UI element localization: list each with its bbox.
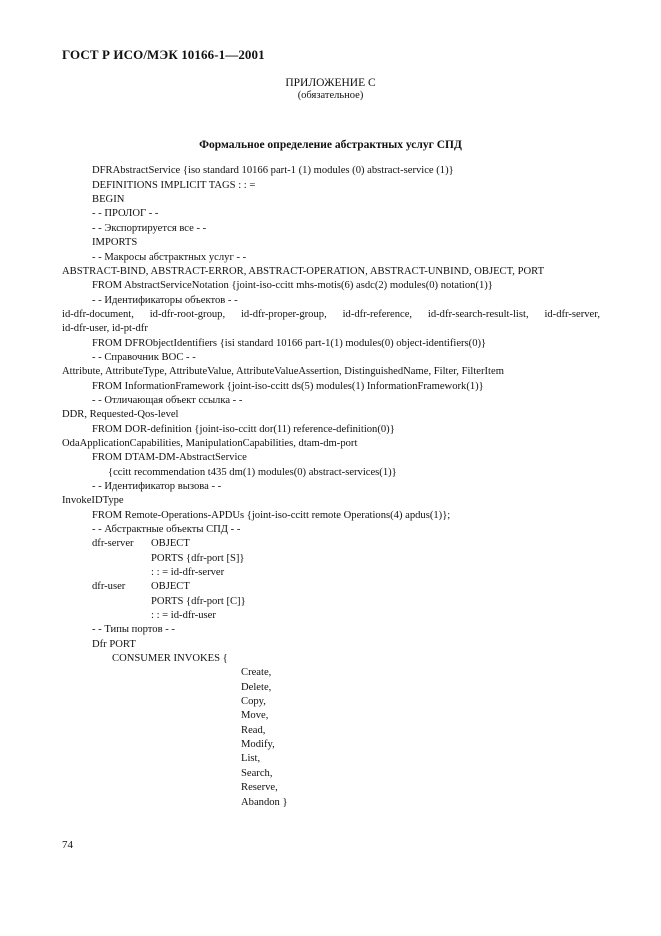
operation-item: Copy, <box>241 696 266 707</box>
document-header: ГОСТ Р ИСО/МЭК 10166-1—2001 <box>62 47 265 62</box>
code-line: DDR, Requested-Qos-level <box>62 409 179 420</box>
code-line: IMPORTS <box>92 237 138 248</box>
object-name: dfr-server <box>92 538 134 549</box>
comment-line: - - Идентификатор вызова - - <box>92 481 222 492</box>
comment-line: - - Идентификаторы объектов - - <box>92 295 238 306</box>
code-line: OdaApplicationCapabilities, ManipulationCapabilities, dtam-dm-port <box>62 438 358 449</box>
comment-line: - - Экспортируется все - - <box>92 223 207 234</box>
code-line: FROM AbstractServiceNotation {joint-iso-ccitt mhs-motis(6) asdc(2) modules(0) notation(1)} <box>92 280 493 291</box>
code-line: FROM Remote-Operations-APDUs {joint-iso-ccitt remote Operations(4) apdus(1)}; <box>92 510 451 521</box>
comment-line: - - Отличающая объект ссылка - - <box>92 395 243 406</box>
operation-item: List, <box>241 753 261 764</box>
comment-line: - - ПРОЛОГ - - <box>92 208 159 219</box>
code-line: Attribute, AttributeType, AttributeValue, AttributeValueAssertion, DistinguishedName, Filter, FilterItem <box>62 366 504 377</box>
code-line: DEFINITIONS IMPLICIT TAGS : : = <box>92 180 256 191</box>
comment-line: - - Макросы абстрактных услуг - - <box>92 252 247 263</box>
code-line: InvokeIDType <box>62 495 124 506</box>
operation-item: Delete, <box>241 682 272 693</box>
object-name: dfr-user <box>92 581 126 592</box>
code-line: OBJECT <box>151 538 190 549</box>
operation-item: Reserve, <box>241 782 278 793</box>
code-line: id-dfr-document, id-dfr-root-group, id-dfr-proper-group, id-dfr-reference, id-dfr-search-result-list, id-dfr-server, <box>62 309 600 320</box>
operation-item: Create, <box>241 667 272 678</box>
code-line: {ccitt recommendation t435 dm(1) modules(0) abstract-services(1)} <box>108 467 397 478</box>
code-line: CONSUMER INVOKES { <box>112 653 228 664</box>
code-line: PORTS {dfr-port [S]} <box>151 553 245 564</box>
page-number: 74 <box>62 839 73 851</box>
section-title: Формальное определение абстрактных услуг СПД <box>199 139 462 151</box>
code-line: Dfr PORT <box>92 639 136 650</box>
code-line: ABSTRACT-BIND, ABSTRACT-ERROR, ABSTRACT-OPERATION, ABSTRACT-UNBIND, OBJECT, PORT <box>62 266 545 277</box>
annex-subtitle: (обязательное) <box>297 90 364 101</box>
operation-item: Move, <box>241 710 269 721</box>
annex-title: ПРИЛОЖЕНИЕ С <box>285 77 376 89</box>
code-line: BEGIN <box>92 194 125 205</box>
code-line: PORTS {dfr-port [C]} <box>151 596 246 607</box>
code-line: : : = id-dfr-user <box>151 610 216 621</box>
operation-item: Modify, <box>241 739 275 750</box>
code-line: FROM InformationFramework {joint-iso-ccitt ds(5) modules(1) InformationFramework(1)} <box>92 381 484 392</box>
code-line: FROM DOR-definition {joint-iso-ccitt dor(11) reference-definition(0)} <box>92 424 395 435</box>
code-line: : : = id-dfr-server <box>151 567 225 578</box>
code-line: OBJECT <box>151 581 190 592</box>
operation-item: Read, <box>241 725 266 736</box>
comment-line: - - Справочник ВОС - - <box>92 352 196 363</box>
comment-line: - - Типы портов - - <box>92 624 175 635</box>
code-line: FROM DTAM-DM-AbstractService <box>92 452 247 463</box>
code-line: FROM DFRObjectIdentifiers {isi standard 10166 part-1(1) modules(0) object-identifiers(0)} <box>92 338 487 349</box>
operation-item: Search, <box>241 768 273 779</box>
operation-item: Abandon } <box>241 797 288 808</box>
comment-line: - - Абстрактные объекты СПД - - <box>92 524 241 535</box>
code-line: DFRAbstractService {iso standard 10166 part-1 (1) modules (0) abstract-service (1)} <box>92 165 454 176</box>
code-line: id-dfr-user, id-pt-dfr <box>62 323 148 334</box>
